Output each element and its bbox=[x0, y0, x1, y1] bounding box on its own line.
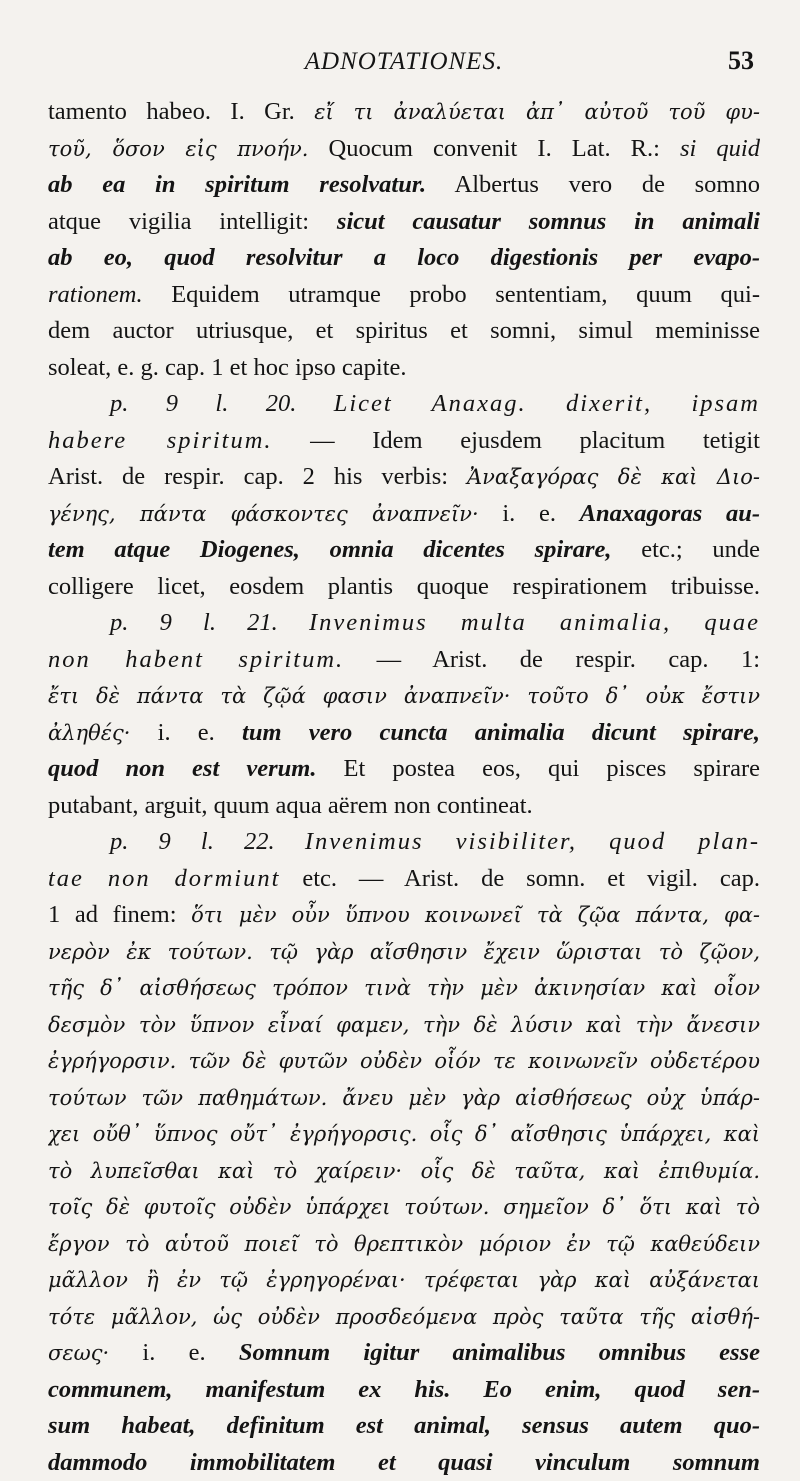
text-line bbox=[48, 167, 760, 204]
text-line bbox=[48, 1335, 760, 1372]
latin-text: rationem. bbox=[48, 281, 143, 308]
latin-text: quod non est verum. bbox=[48, 755, 316, 782]
latin-text: colligere licet, eosdem plantis quoque respirationem tribuisse. bbox=[48, 573, 760, 600]
latin-text: Invenimus multa animalia, quae bbox=[309, 609, 760, 636]
text-line bbox=[48, 1007, 760, 1044]
greek-text: ἔργον τὸ αὑτοῦ ποιεῖ τὸ θρεπτικὸν μόριον ἐν τῷ καθεύδειν bbox=[48, 1232, 760, 1256]
latin-text: tum vero cuncta animalia dicunt spirare, bbox=[242, 719, 760, 746]
greek-text: νερὸν ἐκ τούτων. τῷ γὰρ αἴσθησιν ἔχειν ὥρισται τὸ ζῷον, bbox=[48, 940, 760, 964]
latin-text: Anaxagoras au- bbox=[580, 500, 760, 527]
text-line bbox=[48, 1226, 760, 1263]
text-line bbox=[48, 277, 760, 314]
text-line bbox=[48, 1372, 760, 1409]
text-line bbox=[48, 459, 760, 496]
latin-text: Arist. de respir. cap. 2 his verbis: bbox=[48, 463, 467, 490]
latin-text: Et postea eos, qui pisces spirare bbox=[316, 755, 760, 782]
latin-text: non habent spiritum. bbox=[48, 646, 344, 673]
latin-text: soleat, e. g. cap. 1 et hoc ipso capite. bbox=[48, 354, 407, 381]
text-line bbox=[48, 1116, 760, 1153]
latin-text: p. 9 l. 20. bbox=[110, 390, 334, 417]
text-line bbox=[48, 1080, 760, 1117]
latin-text: habere spiritum. bbox=[48, 427, 273, 454]
latin-text: p. 9 l. 22. bbox=[110, 828, 305, 855]
text-line bbox=[48, 1445, 760, 1481]
text-line bbox=[48, 1153, 760, 1190]
latin-text: 1 ad finem: bbox=[48, 901, 191, 928]
greek-text: ἀληθές· bbox=[48, 721, 130, 745]
text-line bbox=[48, 861, 760, 898]
greek-text: τούτων τῶν παθημάτων. ἄνευ μὲν γὰρ αἰσθήσεως οὐχ ὑπάρ- bbox=[48, 1086, 760, 1110]
latin-text: Licet Anaxag. dixerit, ipsam bbox=[334, 390, 760, 417]
latin-text: sicut causatur somnus in animali bbox=[337, 208, 760, 235]
text-line bbox=[48, 715, 760, 752]
text-line bbox=[48, 350, 760, 387]
latin-text: ab eo, quod resolvitur a loco digestionis per evapo- bbox=[48, 244, 760, 271]
greek-text: εἴ τι ἀναλύεται ἀπ᾽ αὐτοῦ τοῦ φυ- bbox=[314, 100, 760, 124]
latin-text: etc.; unde bbox=[612, 536, 760, 563]
greek-text: Ἀναξαγόρας δὲ καὶ Διο- bbox=[467, 465, 760, 489]
text-line bbox=[48, 1408, 760, 1445]
latin-text: atque vigilia intelligit: bbox=[48, 208, 337, 235]
text-line bbox=[48, 934, 760, 971]
greek-text: χει οὔθ᾽ ὕπνος οὔτ᾽ ἐγρήγορσις. οἷς δ᾽ αἴσθησις ὑπάρχει, καὶ bbox=[48, 1122, 760, 1146]
latin-text: sum habeat, definitum est animal, sensus autem quo- bbox=[48, 1412, 760, 1439]
latin-text: i. e. bbox=[479, 500, 580, 527]
text-line bbox=[48, 131, 760, 168]
latin-text: Albertus vero de somno bbox=[426, 171, 760, 198]
greek-text: ἐγρήγορσιν. τῶν δὲ φυτῶν οὐδὲν οἷόν τε κοινωνεῖν οὐδετέρου bbox=[48, 1049, 760, 1073]
text-line bbox=[48, 1043, 760, 1080]
latin-text: — Arist. de respir. cap. 1: bbox=[344, 646, 760, 673]
latin-text: Equidem utramque probo sententiam, quum qui- bbox=[143, 281, 760, 308]
greek-text: μᾶλλον ἢ ἐν τῷ ἐγρηγορέναι· τρέφεται γὰρ καὶ αὐξάνεται bbox=[48, 1268, 760, 1292]
latin-text: Quocum convenit I. Lat. R.: bbox=[308, 135, 680, 162]
text-line bbox=[48, 605, 760, 642]
latin-text: Invenimus visibiliter, quod plan- bbox=[305, 828, 760, 855]
text-line bbox=[48, 1299, 760, 1336]
text-line bbox=[48, 642, 760, 679]
text-line bbox=[48, 1262, 760, 1299]
latin-text: — Idem ejusdem placitum tetigit bbox=[273, 427, 760, 454]
text-line bbox=[48, 751, 760, 788]
latin-text: dem auctor utriusque, et spiritus et somni, simul meminisse bbox=[48, 317, 760, 344]
latin-text: communem, manifestum ex his. Eo enim, quod sen- bbox=[48, 1376, 760, 1403]
body-text bbox=[48, 94, 760, 1481]
text-line bbox=[48, 824, 760, 861]
text-line bbox=[48, 569, 760, 606]
text-line bbox=[48, 94, 760, 131]
latin-text: etc. — Arist. de somn. et vigil. cap. bbox=[280, 865, 760, 892]
latin-text: tae non dormiunt bbox=[48, 865, 280, 892]
latin-text: putabant, arguit, quum aqua aërem non contineat. bbox=[48, 792, 533, 819]
page-header bbox=[48, 34, 760, 94]
latin-text: i. e. bbox=[130, 719, 242, 746]
latin-text: ab ea in spiritum resolvatur. bbox=[48, 171, 426, 198]
latin-text: Somnum igitur animalibus omnibus esse bbox=[239, 1339, 760, 1366]
greek-text: τῆς δ᾽ αἰσθήσεως τρόπον τινὰ τὴν μὲν ἀκινησίαν καὶ οἷον bbox=[48, 976, 760, 1000]
text-line bbox=[48, 788, 760, 825]
greek-text: δεσμὸν τὸν ὕπνον εἶναί φαμεν, τὴν δὲ λύσιν καὶ τὴν ἄνεσιν bbox=[48, 1013, 760, 1037]
text-line bbox=[48, 678, 760, 715]
latin-text: i. e. bbox=[109, 1339, 239, 1366]
text-line bbox=[48, 496, 760, 533]
latin-text: p. 9 l. 21. bbox=[110, 609, 309, 636]
text-line bbox=[48, 386, 760, 423]
greek-text: τοῖς δὲ φυτοῖς οὐδὲν ὑπάρχει τούτων. σημεῖον δ᾽ ὅτι καὶ τὸ bbox=[48, 1195, 760, 1219]
latin-text: tamento habeo. I. Gr. bbox=[48, 98, 314, 125]
text-line bbox=[48, 240, 760, 277]
latin-text: si quid bbox=[680, 135, 760, 162]
latin-text: tem atque Diogenes, omnia dicentes spirare, bbox=[48, 536, 612, 563]
greek-text: σεως· bbox=[48, 1341, 109, 1365]
greek-text: τοῦ, ὅσον εἰς πνοήν. bbox=[48, 137, 308, 161]
text-line bbox=[48, 532, 760, 569]
text-line bbox=[48, 204, 760, 241]
text-line bbox=[48, 1189, 760, 1226]
latin-text: dammodo immobilitatem et quasi vinculum somnum bbox=[48, 1449, 760, 1476]
text-line bbox=[48, 970, 760, 1007]
greek-text: ἔτι δὲ πάντα τὰ ζῷά φασιν ἀναπνεῖν· τοῦτο δ᾽ οὐκ ἔστιν bbox=[48, 684, 760, 708]
greek-text: τότε μᾶλλον, ὡς οὐδὲν προσδεόμενα πρὸς ταῦτα τῆς αἰσθή- bbox=[48, 1305, 760, 1329]
greek-text: τὸ λυπεῖσθαι καὶ τὸ χαίρειν· οἷς δὲ ταῦτα, καὶ ἐπιθυμία. bbox=[48, 1159, 760, 1183]
text-line bbox=[48, 423, 760, 460]
greek-text: γένης, πάντα φάσκοντες ἀναπνεῖν· bbox=[48, 502, 479, 526]
text-line bbox=[48, 897, 760, 934]
page-number: 53 bbox=[728, 46, 754, 76]
text-line bbox=[48, 313, 760, 350]
greek-text: ὅτι μὲν οὖν ὕπνου κοινωνεῖ τὰ ζῷα πάντα, φα- bbox=[191, 903, 760, 927]
running-head: ADNOTATIONES. bbox=[48, 48, 760, 76]
